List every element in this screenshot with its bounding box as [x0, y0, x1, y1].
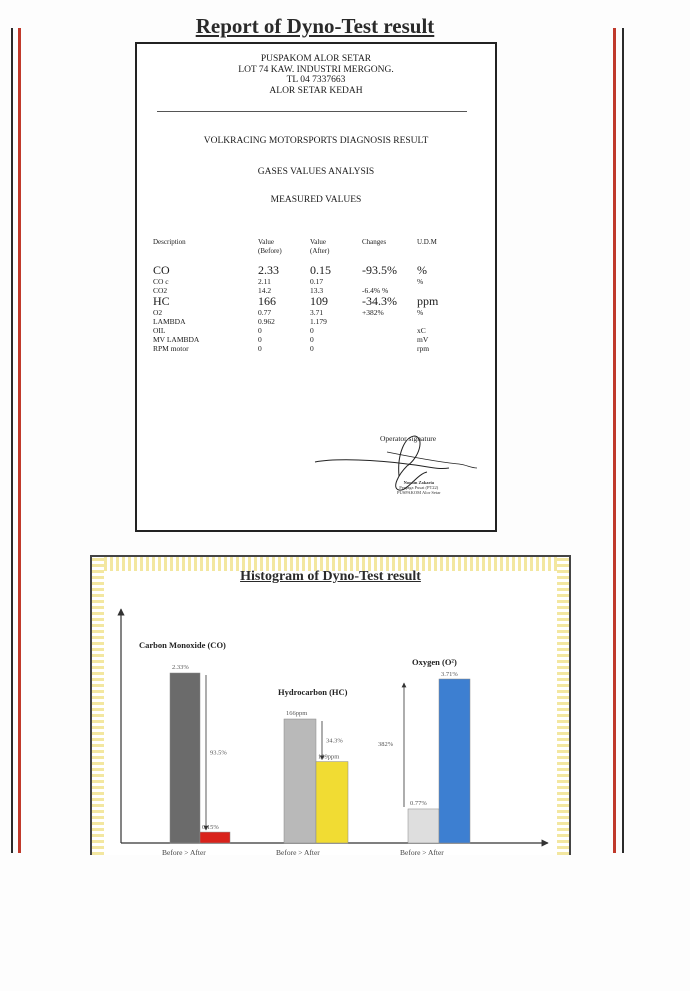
row-description: MV LAMBDA: [153, 335, 200, 344]
row-before: 0.962: [258, 317, 275, 326]
group-name: Oxygen (O²): [412, 657, 457, 667]
col-udm: U.D.M: [417, 238, 437, 246]
bar-after: [316, 762, 348, 843]
row-description: CO c: [153, 277, 169, 286]
official-stamp: Nordin Zakaria Penjaga Pusat (PT22) PUSPAKOM Alor Setar: [397, 480, 441, 495]
frame-line-right-dark: [622, 28, 624, 853]
row-description: CO: [153, 263, 170, 277]
page-title: Report of Dyno-Test result: [195, 14, 435, 38]
histogram-panel: [90, 555, 571, 855]
category-label: Before > After: [400, 848, 444, 857]
header-line: ALOR SETAR KEDAH: [269, 85, 363, 96]
row-after: 0: [310, 326, 314, 335]
histogram-chart: [92, 557, 571, 855]
row-after: 0: [310, 335, 314, 344]
row-udm: xC: [417, 326, 426, 335]
row-description: HC: [153, 294, 170, 308]
after-label: 3.71%: [441, 671, 458, 678]
col-changes: Changes: [362, 238, 387, 246]
header-line: LOT 74 KAW. INDUSTRI MERGONG.: [238, 64, 394, 75]
row-description: OIL: [153, 326, 166, 335]
operator-signature-label: Operator signature: [380, 434, 437, 443]
change-label: 34.3%: [326, 737, 343, 745]
row-udm: ppm: [417, 294, 439, 308]
row-udm: rpm: [417, 344, 430, 353]
row-after: 0.15: [310, 263, 331, 277]
row-description: RPM motor: [153, 344, 189, 353]
col-description: Description: [153, 238, 186, 246]
row-udm: %: [417, 263, 427, 277]
row-udm: mV: [417, 335, 429, 344]
row-change: -34.3%: [362, 294, 397, 308]
measured-title: MEASURED VALUES: [270, 195, 362, 205]
row-before: 2.11: [258, 277, 271, 286]
diagnosis-title: VOLKRACING MOTORSPORTS DIAGNOSIS RESULT: [203, 136, 429, 146]
row-after: 3.71: [310, 308, 324, 317]
bar-before: [170, 673, 200, 843]
row-before: 2.33: [258, 263, 279, 277]
category-label: Before > After: [162, 848, 206, 857]
row-description: CO2: [153, 286, 168, 295]
row-after: 0.17: [310, 277, 324, 286]
bar-after: [439, 679, 470, 843]
frame-line-left-dark: [11, 28, 13, 853]
row-after: 0: [310, 344, 314, 353]
group-name: Hydrocarbon (HC): [278, 687, 348, 697]
row-before: 0.77: [258, 308, 272, 317]
row-after: 13.3: [310, 286, 324, 295]
row-change: -6.4% %: [362, 286, 389, 295]
frame-line-left-red: [18, 28, 21, 853]
row-after: 109: [310, 294, 328, 308]
before-label: 0.77%: [410, 799, 427, 807]
after-label: 0.15%: [202, 824, 219, 832]
bar-before: [408, 809, 439, 843]
frame-line-right-red: [613, 28, 616, 853]
signature-scribble: [137, 44, 499, 534]
row-change: -93.5%: [362, 263, 397, 277]
bar-before: [284, 719, 316, 843]
group-name: Carbon Monoxide (CO): [139, 640, 226, 650]
row-description: O2: [153, 308, 163, 317]
row-after: 1.179: [310, 317, 327, 326]
row-before: 0: [258, 326, 262, 335]
change-label: 93.5%: [210, 749, 227, 757]
row-udm: %: [417, 277, 424, 286]
row-before: 0: [258, 344, 262, 353]
before-label: 166ppm: [286, 710, 308, 717]
row-description: LAMBDA: [153, 317, 186, 326]
report-document: [135, 42, 497, 532]
change-label: 382%: [378, 740, 394, 748]
col-before: Value (Before): [258, 238, 282, 255]
bar-after: [200, 832, 230, 843]
row-before: 0: [258, 335, 262, 344]
before-label: 2.33%: [172, 664, 189, 671]
header-line: TL 04 7337663: [286, 75, 346, 85]
after-label: 109ppm: [318, 753, 340, 761]
col-after: Value (After): [310, 238, 330, 255]
header-line: PUSPAKOM ALOR SETAR: [260, 54, 372, 64]
analysis-title: GASES VALUES ANALYSIS: [257, 167, 375, 177]
row-change: +382%: [362, 308, 384, 317]
category-label: Before > After: [276, 848, 320, 857]
row-before: 14.2: [258, 286, 272, 295]
histogram-title: Histogram of Dyno-Test result: [240, 569, 421, 584]
row-before: 166: [258, 294, 276, 308]
row-udm: %: [417, 308, 424, 317]
